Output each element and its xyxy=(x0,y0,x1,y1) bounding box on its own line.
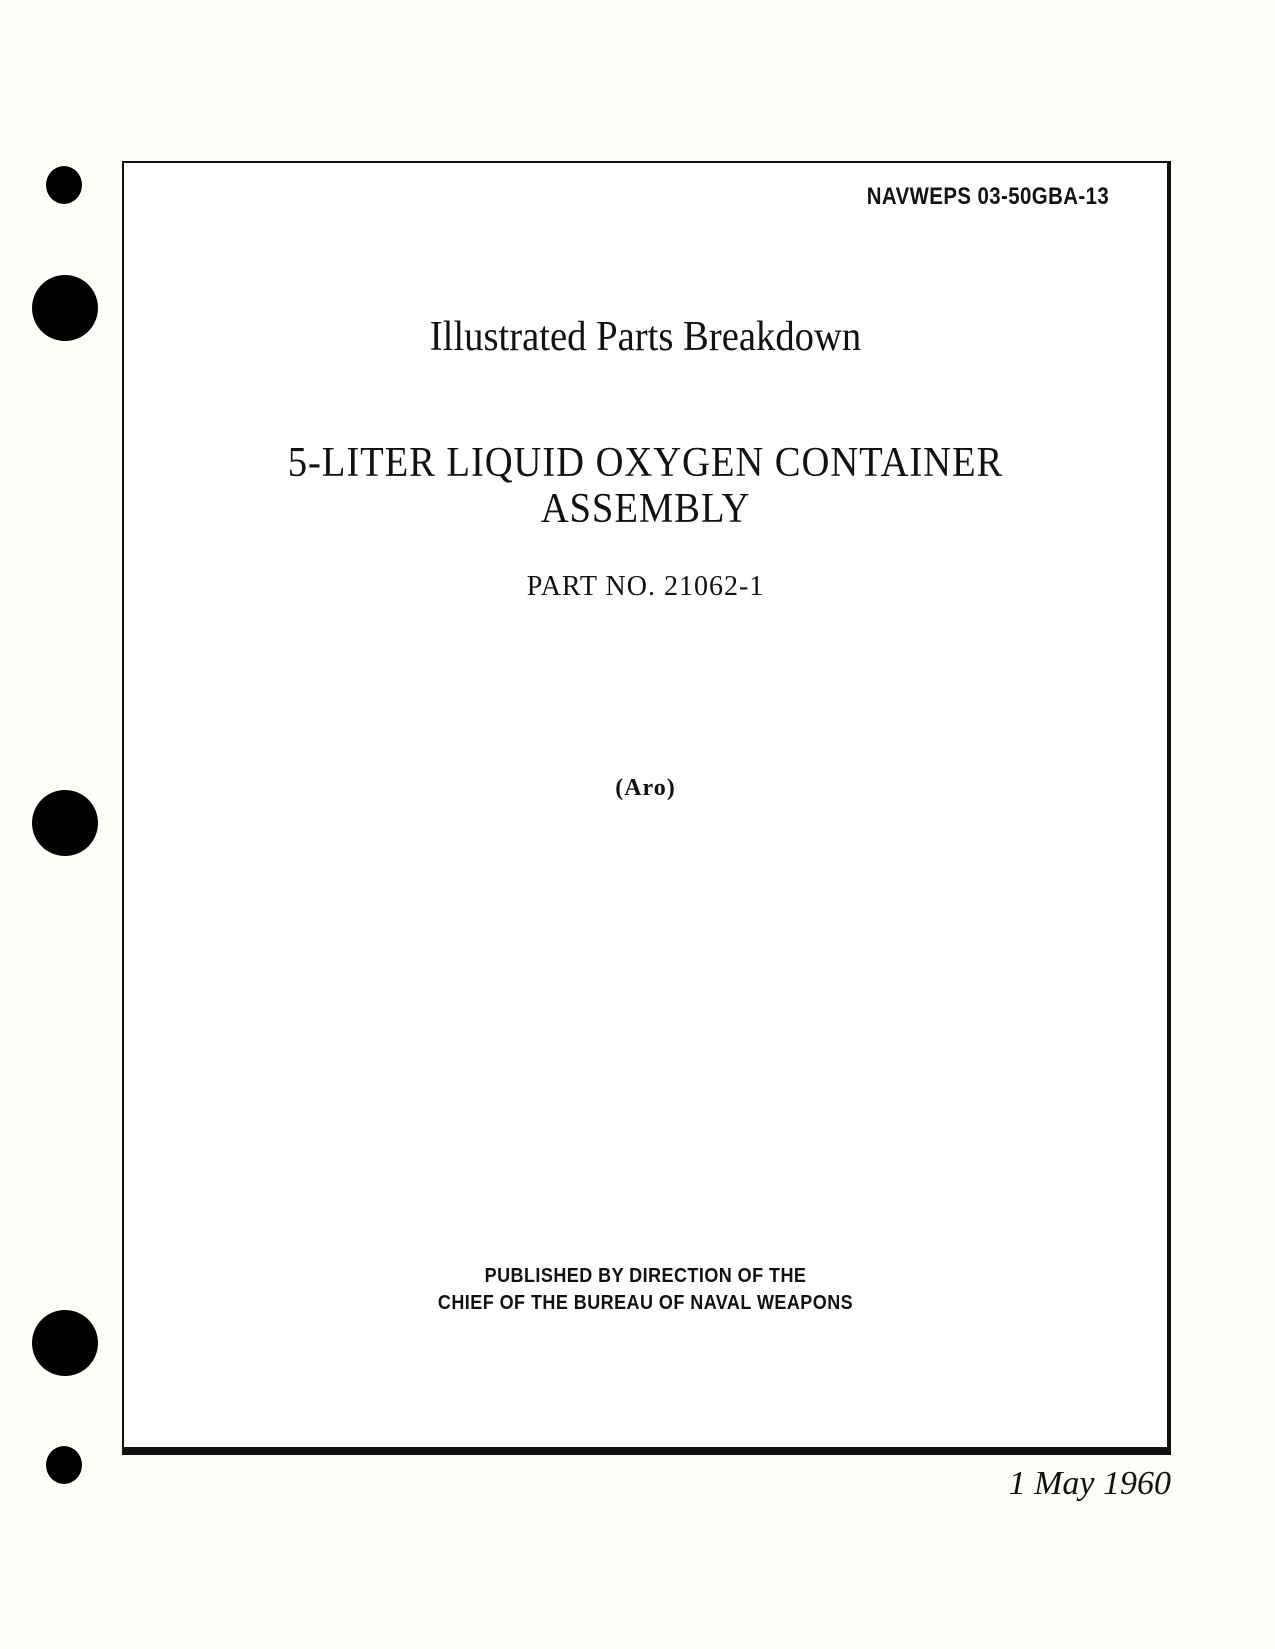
binder-hole xyxy=(32,1310,98,1376)
binder-hole xyxy=(46,1446,82,1484)
published-line-1: PUBLISHED BY DIRECTION OF THE xyxy=(484,1265,807,1287)
document-title: Illustrated Parts Breakdown xyxy=(429,314,862,360)
binder-hole xyxy=(32,275,98,341)
cover-frame xyxy=(122,161,1171,1455)
subject-line-2: ASSEMBLY xyxy=(540,486,751,532)
document-number: NAVWEPS 03-50GBA-13 xyxy=(866,183,1109,210)
binder-hole xyxy=(32,790,98,856)
publication-date: 1 May 1960 xyxy=(1008,1465,1171,1502)
part-number: PART NO. 21062-1 xyxy=(526,571,765,602)
subject-line-1: 5-LITER LIQUID OXYGEN CONTAINER xyxy=(287,440,1004,486)
manufacturer: (Aro) xyxy=(615,775,676,801)
published-line-2: CHIEF OF THE BUREAU OF NAVAL WEAPONS xyxy=(437,1292,854,1314)
binder-hole xyxy=(46,166,82,204)
